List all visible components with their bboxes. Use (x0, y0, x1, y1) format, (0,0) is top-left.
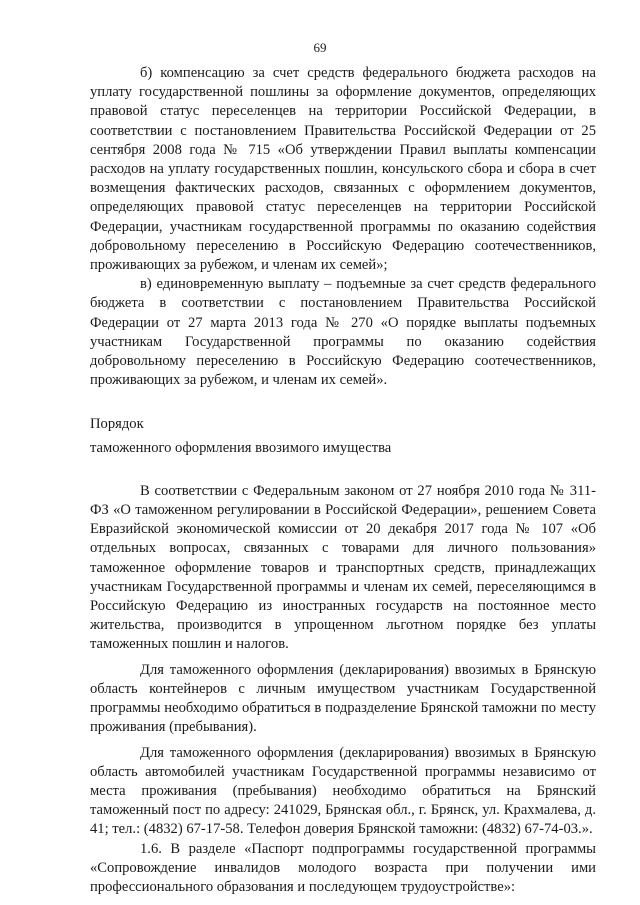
paragraph-containers: Для таможенного оформления (декларирования) ввозимых в Брянскую область контейнеров с личным имуществом участникам Государственной программы необходимо обратиться в подразделение Брянской таможни по месту проживания (пребывания). (90, 661, 596, 736)
document-body (90, 64, 596, 897)
paragraph-compensation: б) компенсацию за счет средств федерального бюджета расходов на уплату государственной пошлины за оформление документов, определяющих правовой статус переселенцев на территории Российской Федерации, в соответствии с постановлением Правительства Российской Федерации от 25 сентября 2008 года № 715 «Об утверждении Правил выплаты компенсации расходов на уплату государственных пошлин, консульского сбора и сбора в счет возмещения фактических расходов, связанных с оформлением документов, определяющих правовой статус переселенцев на территории Российской Федерации, участникам государственной программы по оказанию содействия добровольному переселению в Российскую Федерацию соотечественников, проживающих за рубежом, и членам их семей»; (90, 65, 596, 274)
section-heading (90, 415, 596, 457)
heading-subtitle: таможенного оформления ввозимого имущества (90, 439, 392, 456)
paragraph-customs-law: В соответствии с Федеральным законом от 27 ноября 2010 года № 311-ФЗ «О таможенном регулировании в Российской Федерации», решением Совета Евразийской экономической комиссии от 20 декабря 2017 года № 107 «Об отдельных вопросах, связанных с товарами для личного пользования» таможенное оформление товаров и транспортных средств, принадлежащих участникам Государственной программы и членам их семей, переселяющимся в Российскую Федерацию из иностранных государств на постоянное место жительства, производится в упрощенном льготном порядке без уплаты таможенных пошлин и налогов. (90, 482, 596, 653)
heading-title: Порядок (90, 416, 144, 433)
paragraph-vehicles: Для таможенного оформления (декларирования) ввозимых в Брянскую область автомобилей участникам Государственной программы независимо от места проживания (пребывания) необходимо обратиться на Брянский таможенный пост по адресу: 241029, Брянская обл., г. Брянск, ул. Крахмалева, д. 41; тел.: (4832) 67-17-58. Телефон доверия Брянской таможни: (4832) 67-74-03.». (90, 744, 596, 838)
paragraph-section-1-6: 1.6. В разделе «Паспорт подпрограммы государственной программы «Сопровождение инвалидов молодого возраста при получении ими профессионального образования и последующем трудоустройстве»: (90, 840, 596, 895)
paragraph-lump-sum: в) единовременную выплату – подъемные за счет средств федерального бюджета в соответствии с постановлением Правительства Российской Федерации от 27 марта 2013 года № 270 «О порядке выплаты подъемных участникам Государственной программы по оказанию содействия добровольному переселению в Российскую Федерацию соотечественников, проживающих за рубежом, и членам их семей». (90, 276, 596, 389)
page-number: 69 (313, 40, 327, 55)
